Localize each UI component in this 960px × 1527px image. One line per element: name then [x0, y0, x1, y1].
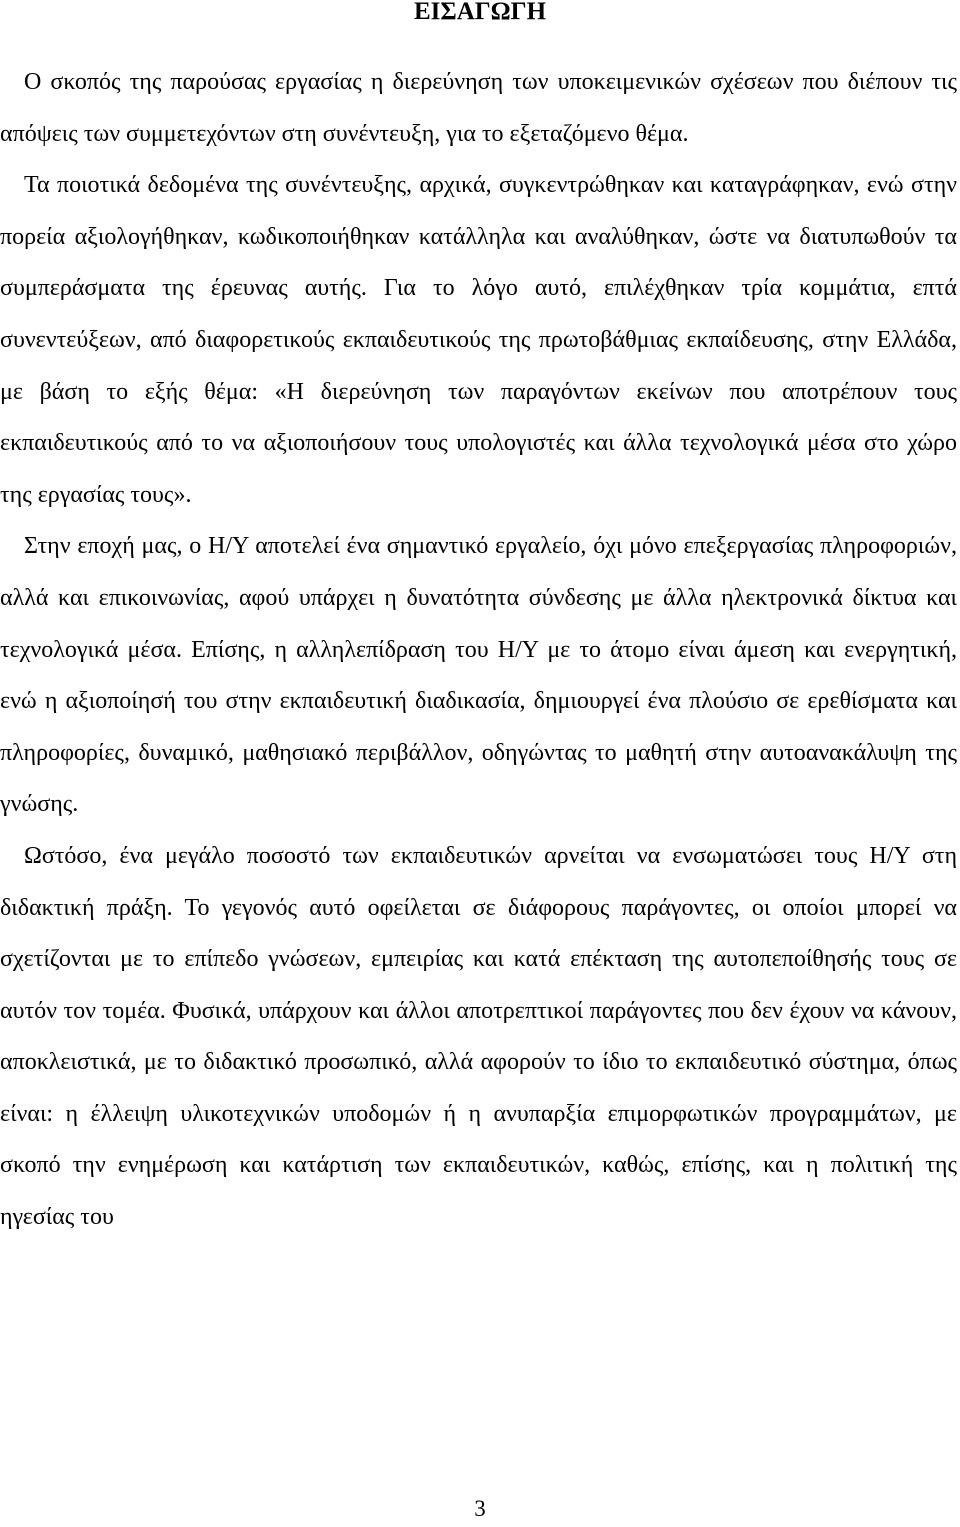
paragraph-4: Ωστόσο, ένα μεγάλο ποσοστό των εκπαιδευτικών αρνείται να ενσωματώσει τους Η/Υ στη διδακτική πράξη. Το γεγονός αυτό οφείλεται σε διάφορους παράγοντες, οι οποίοι μπορεί να σχετίζονται με το επίπεδο γνώσεων, εμπειρίας και κατά επέκταση της αυτοπεποίθησής τους σε αυτόν τον τομέα. Φυσικά, υπάρχουν και άλλοι αποτρεπτικοί παράγοντες που δεν έχουν να κάνουν, αποκλειστικά, με το διδακτικό προσωπικό, αλλά αφορούν το ίδιο το εκπαιδευτικό σύστημα, όπως είναι: η έλλειψη υλικοτεχνικών υποδομών ή η ανυπαρξία επιμορφωτικών προγραμμάτων, με σκοπό την ενημέρωση και κατάρτιση των εκπαιδευτικών, καθώς, επίσης, και η πολιτική της ηγεσίας του [0, 842, 957, 1231]
paragraph-1: Ο σκοπός της παρούσας εργασίας η διερεύνηση των υποκειμενικών σχέσεων που διέπουν τις απόψεις των συμμετεχόντων στη συνέντευξη, για το εξεταζόμενο θέμα. [0, 69, 957, 147]
page-number: 3 [474, 1496, 486, 1521]
page-title: ΕΙΣΑΓΩΓΗ [413, 0, 547, 25]
paragraph-2: Τα ποιοτικά δεδομένα της συνέντευξης, αρχικά, συγκεντρώθηκαν και καταγράφηκαν, ενώ στην πορεία αξιολογήθηκαν, κωδικοποιήθηκαν κατάλληλα και αναλύθηκαν, ώστε να διατυπωθούν τα συμπεράσματα της έρευνας αυτής. Για το λόγο αυτό, επιλέχθηκαν τρία κομμάτια, επτά συνεντεύξεων, από διαφορετικούς εκπαιδευτικούς της πρωτοβάθμιας εκπαίδευσης, στην Ελλάδα, με βάση το εξής θέμα: «Η διερεύνηση των παραγόντων εκείνων που αποτρέπουν τους εκπαιδευτικούς από το να αξιοποιήσουν τους υπολογιστές και άλλα τεχνολογικά μέσα στο χώρο της εργασίας τους». [0, 172, 957, 508]
paragraph-3: Στην εποχή μας, ο Η/Υ αποτελεί ένα σημαντικό εργαλείο, όχι μόνο επεξεργασίας πληροφοριών, αλλά και επικοινωνίας, αφού υπάρχει η δυνατότητα σύνδεσης με άλλα ηλεκτρονικά δίκτυα και τεχνολογικά μέσα. Επίσης, η αλληλεπίδραση του Η/Υ με το άτομο είναι άμεση και ενεργητική, ενώ η αξιοποίησή του στην εκπαιδευτική διαδικασία, δημιουργεί ένα πλούσιο σε ερεθίσματα και πληροφορίες, δυναμικό, μαθησιακό περιβάλλον, οδηγώντας το μαθητή στην αυτοανακάλυψη της γνώσης. [0, 533, 957, 818]
body-text [0, 57, 957, 1244]
